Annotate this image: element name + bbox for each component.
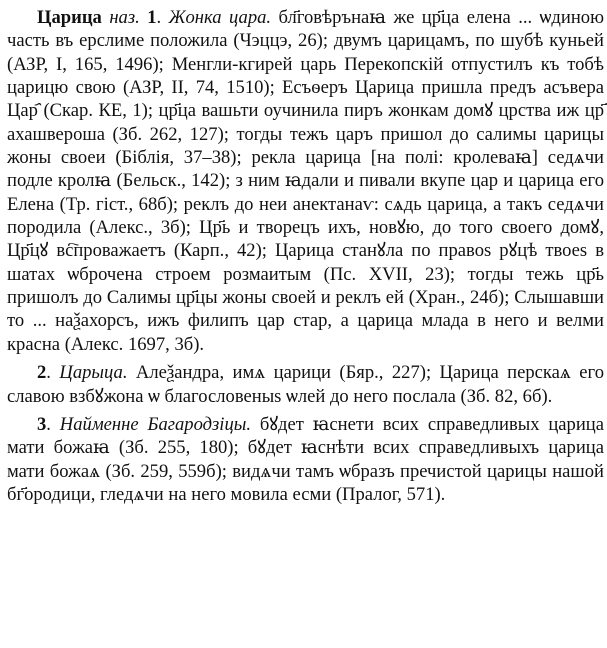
sense-3-paragraph: 3. Найменне Багародзіцы. бꙋдет ꙗснети всих справедливых царица мати божаꙗ (Зб. 255, 180); бꙋдет ꙗснѣти всих справедливыхъ царица мати божаѧ (Зб. 259, 559б); видѧчи тамъ ѡбразъ пречистой царицы нашой бг҃ородици, гледѧчи на него мовила есми (Пралог, 571). [7, 413, 605, 505]
sense-gloss: Жонка цара. [168, 7, 272, 28]
sense-citations: бл҃говѣрънаꙗ же цр҃ца елена ... ѡдиною часть въ ерслиме положила (Чэццэ, 26); двумъ царицамъ, по шубѣ куньей (АЗР, I, 165, 1496); Менгли-кгирей царь Перекопскій отпустилъ къ тобѣ царицю свою (АЗР, II, 74, 1510); Есъѳеръ Царица пришла предъ асъвера Цар҄ (Скар. КЕ, 1); цр҃ца вашьти оучинила пиръ жонкам домꙋ црства иж цр҃ ахашвероша (Зб. 262, 127); тогды тежъ царъ пришол до салимы царицы жоны своеи (Біблія, 37–38); рекла царица [на полі: кролеваꙗ] седѧчи подле кролꙗ (Бельск., 142); з ним ꙗдали и пивали вкупе цар и царица его Елена (Тр. гіст., 68б); реклъ до неи анектанаѵ: сѧдь царица, а такъ седѧчи породила (Алекс., 3б); Цр҃ь и творецъ ихъ, новꙋю, до того своего домꙋ, Цр҃цꙋ вс҇проважаетъ (Карп., 42); Царица станꙋла по правоѕ рꙋцѣ твоеѕ в шатах ѡброчена строем розмаитым (Пс. XVII, 23); тогды тежь цр҃ь пришолъ до Салимы цр҃цы жоны своей и реклъ ей (Хран., 24б); Слышавши то ... наѯахорсъ, ижъ филипъ цар стар, а царица млада в него и велми красна (Алекс. 1697, 3б). [7, 7, 604, 355]
sense-number: 1 [147, 7, 157, 28]
sense-gloss: Царыца. [59, 362, 128, 384]
sense-number: 2 [37, 362, 47, 384]
headword: Царица [37, 7, 102, 28]
sense-number: 3 [37, 413, 47, 435]
sense-1-paragraph: Царица наз. 1. Жонка цара. бл҃говѣрънаꙗ же цр҃ца елена ... ѡдиною часть въ ерслиме положила (Чэццэ, 26); двумъ царицамъ, по шубѣ куньей (АЗР, I, 165, 1496); Менгли-кгирей царь Перекопскій отпустилъ къ тобѣ царицю свою (АЗР, II, 74, 1510); Есъѳеръ Царица пришла предъ асъвера Цар҄ (Скар. КЕ, 1); цр҃ца вашьти оучинила пиръ жонкам домꙋ црства иж цр҃ ахашвероша (Зб. 262, 127); тогды тежъ царъ пришол до салимы царицы жоны своеи (Біблія, 37–38); рекла царица [на полі: кролеваꙗ] седѧчи подле кролꙗ (Бельск., 142); з ним ꙗдали и пивали вкупе цар и царица его Елена (Тр. гіст., 68б); реклъ до неи анектанаѵ: сѧдь царица, а такъ седѧчи породила (Алекс., 3б); Цр҃ь и творецъ ихъ, новꙋю, до того своего домꙋ, Цр҃цꙋ вс҇проважаетъ (Карп., 42); Царица станꙋла по правоѕ рꙋцѣ твоеѕ в шатах ѡброчена строем розмаитым (Пс. XVII, 23); тогды тежь цр҃ь пришолъ до Салимы цр҃цы жоны своей и реклъ ей (Хран., 24б); Слышавши то ... наѯахорсъ, ижъ филипъ цар стар, а царица млада в него и велми красна (Алекс. 1697, 3б). [7, 7, 604, 355]
sense-gloss: Найменне Багародзіцы. [59, 413, 252, 435]
grammar-label: наз. [109, 7, 140, 28]
sense-citations: бꙋдет ꙗснети всих справедливых царица мати божаꙗ (Зб. 255, 180); бꙋдет ꙗснѣти всих справедливыхъ царица мати божаѧ (Зб. 259, 559б); видѧчи тамъ ѡбразъ пречистой царицы нашой бг҃ородици, гледѧчи на него мовила есми (Пралог, 571). [7, 413, 605, 505]
sense-2-paragraph: 2. Царыца. Алеѯандра, имѧ царици (Бяр., 227); Царица перскаѧ его славою взбꙋжона ѡ благословеныѕ ѡлей до него послала (Зб. 82, 6б). [7, 362, 605, 407]
sense-citations: Алеѯандра, имѧ царици (Бяр., 227); Царица перскаѧ его славою взбꙋжона ѡ благословеныѕ ѡлей до него послала (Зб. 82, 6б). [7, 362, 605, 407]
